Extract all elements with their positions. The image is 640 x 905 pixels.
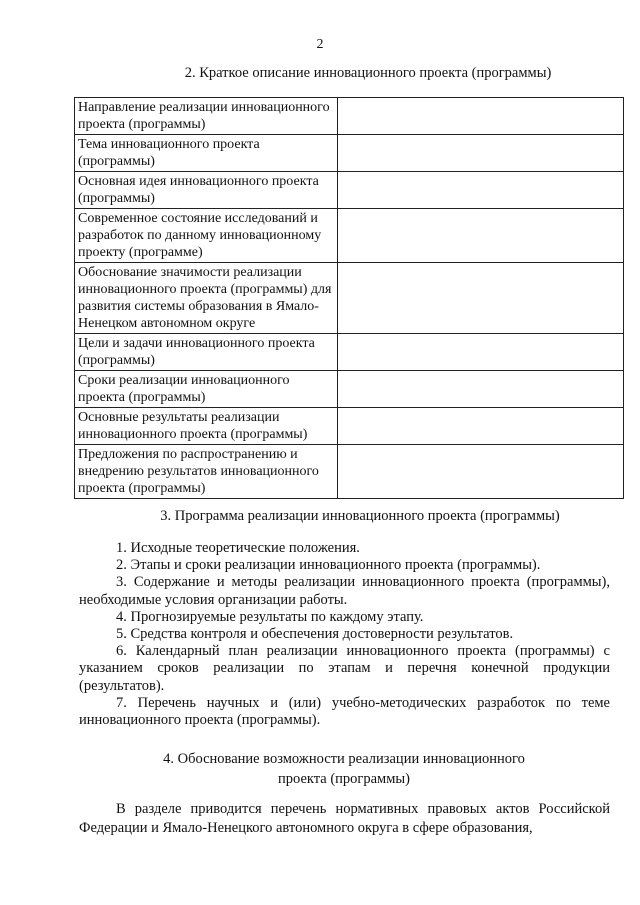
list-item: 6. Календарный план реализации инновационного проекта (программы) с указанием сроков реализации по этапам и перечня конечной продукции (результатов). [79, 643, 610, 694]
row-value [338, 408, 624, 445]
project-summary-table [74, 97, 624, 499]
row-label: Обоснование значимости реализации инновационного проекта (программы) для развития системы образования в Ямало-Ненецком автономном округе [75, 263, 338, 334]
section-4-heading-line-1: 4. Обоснование возможности реализации инновационного [163, 751, 525, 767]
table-row [75, 135, 624, 172]
table-row [75, 209, 624, 263]
row-label: Основная идея инновационного проекта (программы) [75, 172, 338, 209]
row-label: Основные результаты реализации инновационного проекта (программы) [75, 408, 338, 445]
table-row [75, 98, 624, 135]
row-value [338, 135, 624, 172]
table-row [75, 172, 624, 209]
list-item: 2. Этапы и сроки реализации инновационного проекта (программы). [116, 557, 541, 574]
row-label: Предложения по распространению и внедрению результатов инновационного проекта (программы) [75, 445, 338, 499]
row-value [338, 98, 624, 135]
row-value [338, 263, 624, 334]
section-4-heading [24, 749, 640, 789]
table-row [75, 445, 624, 499]
row-value [338, 334, 624, 371]
row-value [338, 445, 624, 499]
list-item: 5. Средства контроля и обеспечения достоверности результатов. [116, 626, 514, 643]
page-number: 2 [316, 37, 324, 52]
section-2-heading: 2. Краткое описание инновационного проекта (программы) [184, 65, 552, 81]
section-4-heading-line-2: проекта (программы) [278, 771, 410, 787]
row-label: Тема инновационного проекта (программы) [75, 135, 338, 172]
row-label: Направление реализации инновационного проекта (программы) [75, 98, 338, 135]
list-item: 1. Исходные теоретические положения. [116, 540, 360, 556]
row-label: Цели и задачи инновационного проекта (программы) [75, 334, 338, 371]
table-row [75, 263, 624, 334]
program-item-list [79, 540, 610, 729]
section-4-paragraph: В разделе приводится перечень нормативных правовых актов Российской Федерации и Ямало-Ненецкого автономного округа в сфере образования, [79, 801, 610, 836]
row-value [338, 371, 624, 408]
row-label: Сроки реализации инновационного проекта (программы) [75, 371, 338, 408]
row-value [338, 172, 624, 209]
section-3-heading: 3. Программа реализации инновационного проекта (программы) [160, 508, 560, 524]
row-value [338, 209, 624, 263]
table-row [75, 371, 624, 408]
list-item: 3. Содержание и методы реализации инновационного проекта (программы), необходимые условия организации работы. [79, 574, 610, 608]
list-item: 7. Перечень научных и (или) учебно-методических разработок по теме инновационного проекта (программы). [79, 694, 610, 729]
list-item: 4. Прогнозируемые результаты по каждому этапу. [116, 608, 424, 625]
table-row [75, 334, 624, 371]
row-label: Современное состояние исследований и разработок по данному инновационному проекту (программе) [75, 209, 338, 263]
table-row [75, 408, 624, 445]
